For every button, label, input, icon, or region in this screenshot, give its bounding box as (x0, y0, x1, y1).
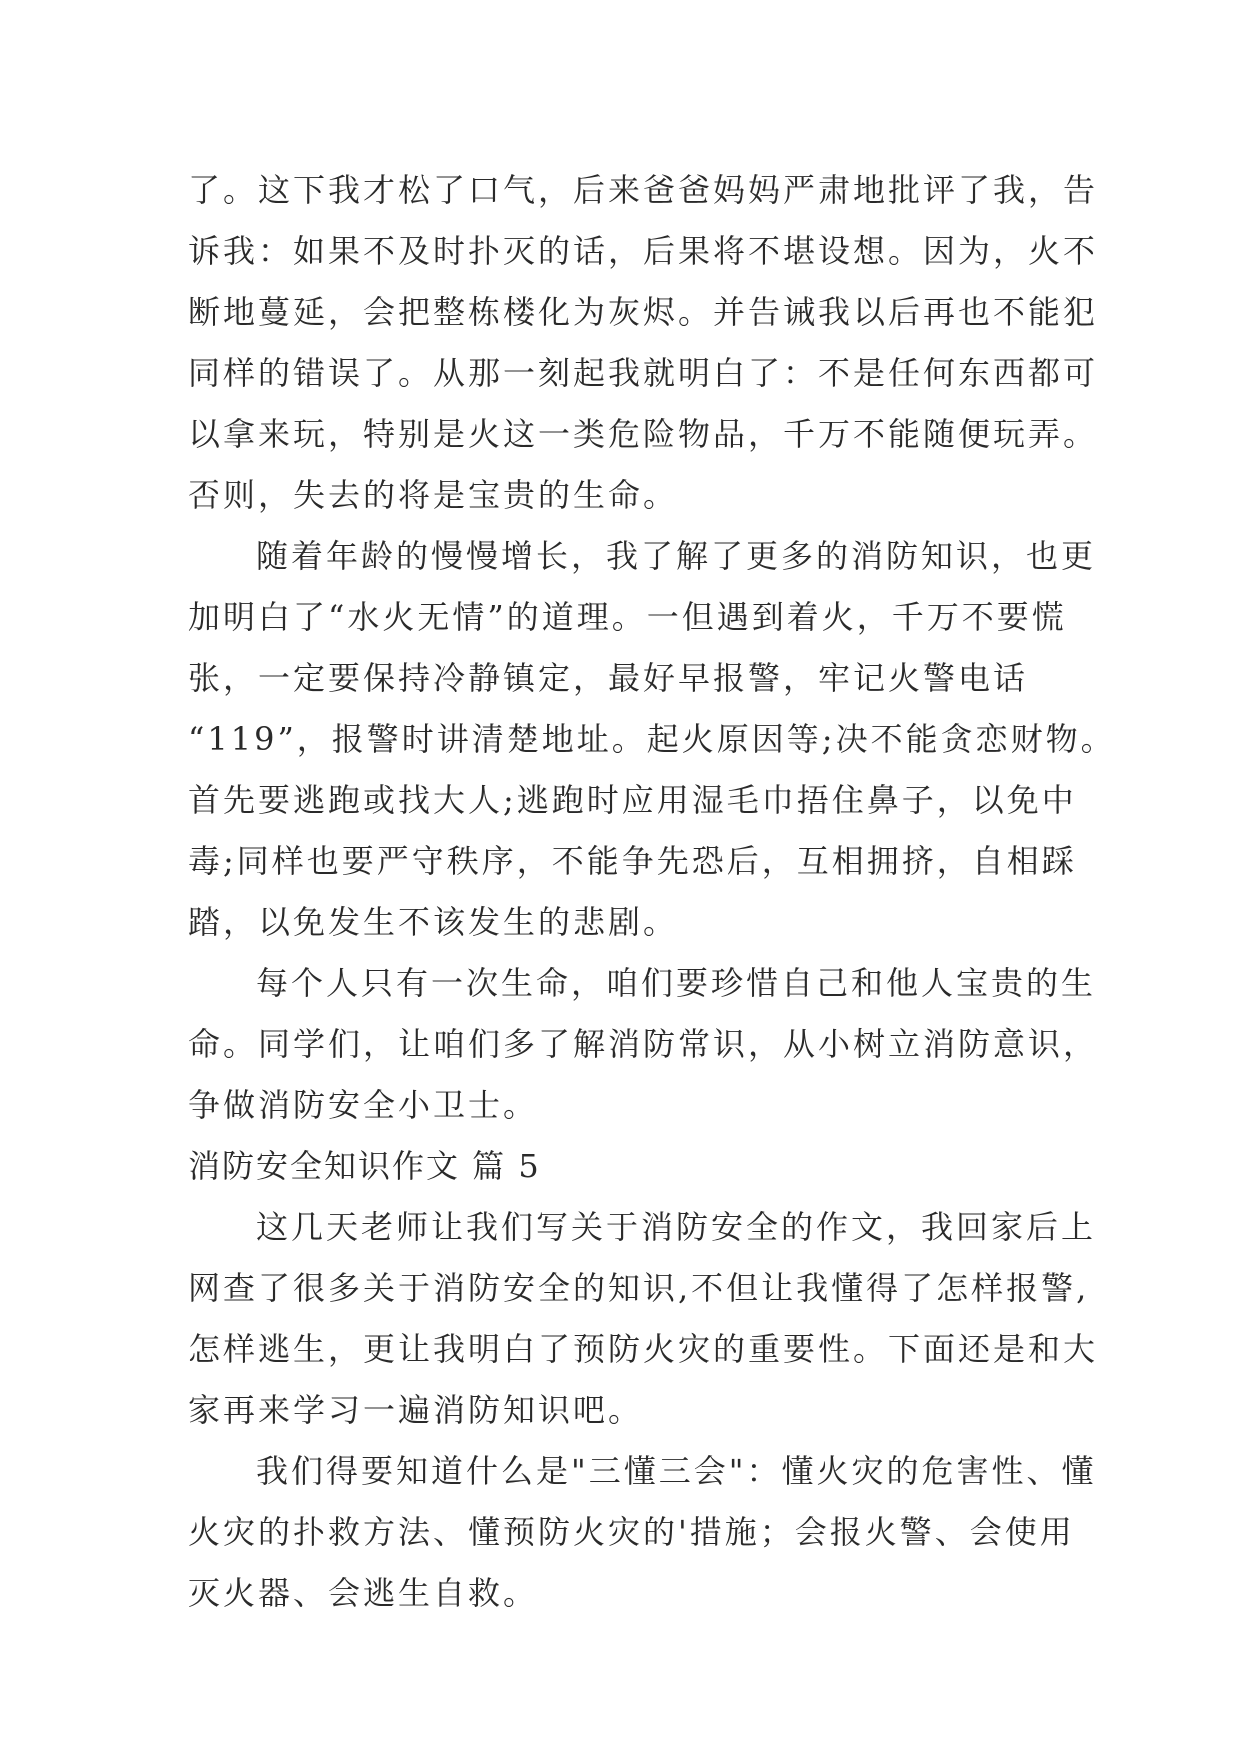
text-line: “119”，报警时讲清楚地址。起火原因等;决不能贪恋财物。 (188, 720, 1116, 758)
text-line: 命。同学们，让咱们多了解消防常识，从小树立消防意识， (188, 1025, 1099, 1063)
text-line: 我们得要知道什么是"三懂三会"：懂火灾的危害性、懂 (256, 1452, 1097, 1490)
text-line: 以拿来玩，特别是火这一类危险物品，千万不能随便玩弄。 (188, 415, 1099, 453)
text-line: 诉我：如果不及时扑灭的话，后果将不堪设想。因为，火不 (188, 232, 1099, 270)
text-line: 随着年龄的慢慢增长，我了解了更多的消防知识，也更 (256, 537, 1097, 575)
text-line: 张，一定要保持冷静镇定，最好早报警，牢记火警电话 (188, 659, 1029, 697)
text-line: 网查了很多关于消防安全的知识,不但让我懂得了怎样报警, (188, 1269, 1090, 1307)
text-line: 毒;同样也要严守秩序，不能争先恐后，互相拥挤，自相踩 (188, 842, 1077, 880)
document-body (188, 160, 1116, 1624)
text-line: 灭火器、会逃生自救。 (188, 1574, 539, 1612)
text-line: 否则，失去的将是宝贵的生命。 (188, 476, 679, 514)
text-line: 加明白了“水火无情”的道理。一但遇到着火，千万不要慌 (188, 598, 1067, 636)
text-line: 断地蔓延，会把整栋楼化为灰烬。并告诫我以后再也不能犯 (188, 293, 1099, 331)
text-line: 火灾的扑救方法、懂预防火灾的'措施；会报火警、会使用 (188, 1513, 1075, 1551)
text-line: 同样的错误了。从那一刻起我就明白了：不是任何东西都可 (188, 354, 1099, 392)
text-line: 争做消防安全小卫士。 (188, 1086, 539, 1124)
text-line: 了。这下我才松了口气，后来爸爸妈妈严肃地批评了我，告 (188, 171, 1099, 209)
text-line: 首先要逃跑或找大人;逃跑时应用湿毛巾捂住鼻子，以免中 (188, 781, 1077, 819)
text-line: 家再来学习一遍消防知识吧。 (188, 1391, 644, 1429)
text-line: 这几天老师让我们写关于消防安全的作文，我回家后上 (256, 1208, 1097, 1246)
text-line: 每个人只有一次生命，咱们要珍惜自己和他人宝贵的生 (256, 964, 1097, 1002)
text-line: 怎样逃生，更让我明白了预防火灾的重要性。下面还是和大 (188, 1330, 1099, 1368)
text-line: 踏，以免发生不该发生的悲剧。 (188, 903, 679, 941)
section-heading: 消防安全知识作文 篇 5 (188, 1147, 541, 1185)
